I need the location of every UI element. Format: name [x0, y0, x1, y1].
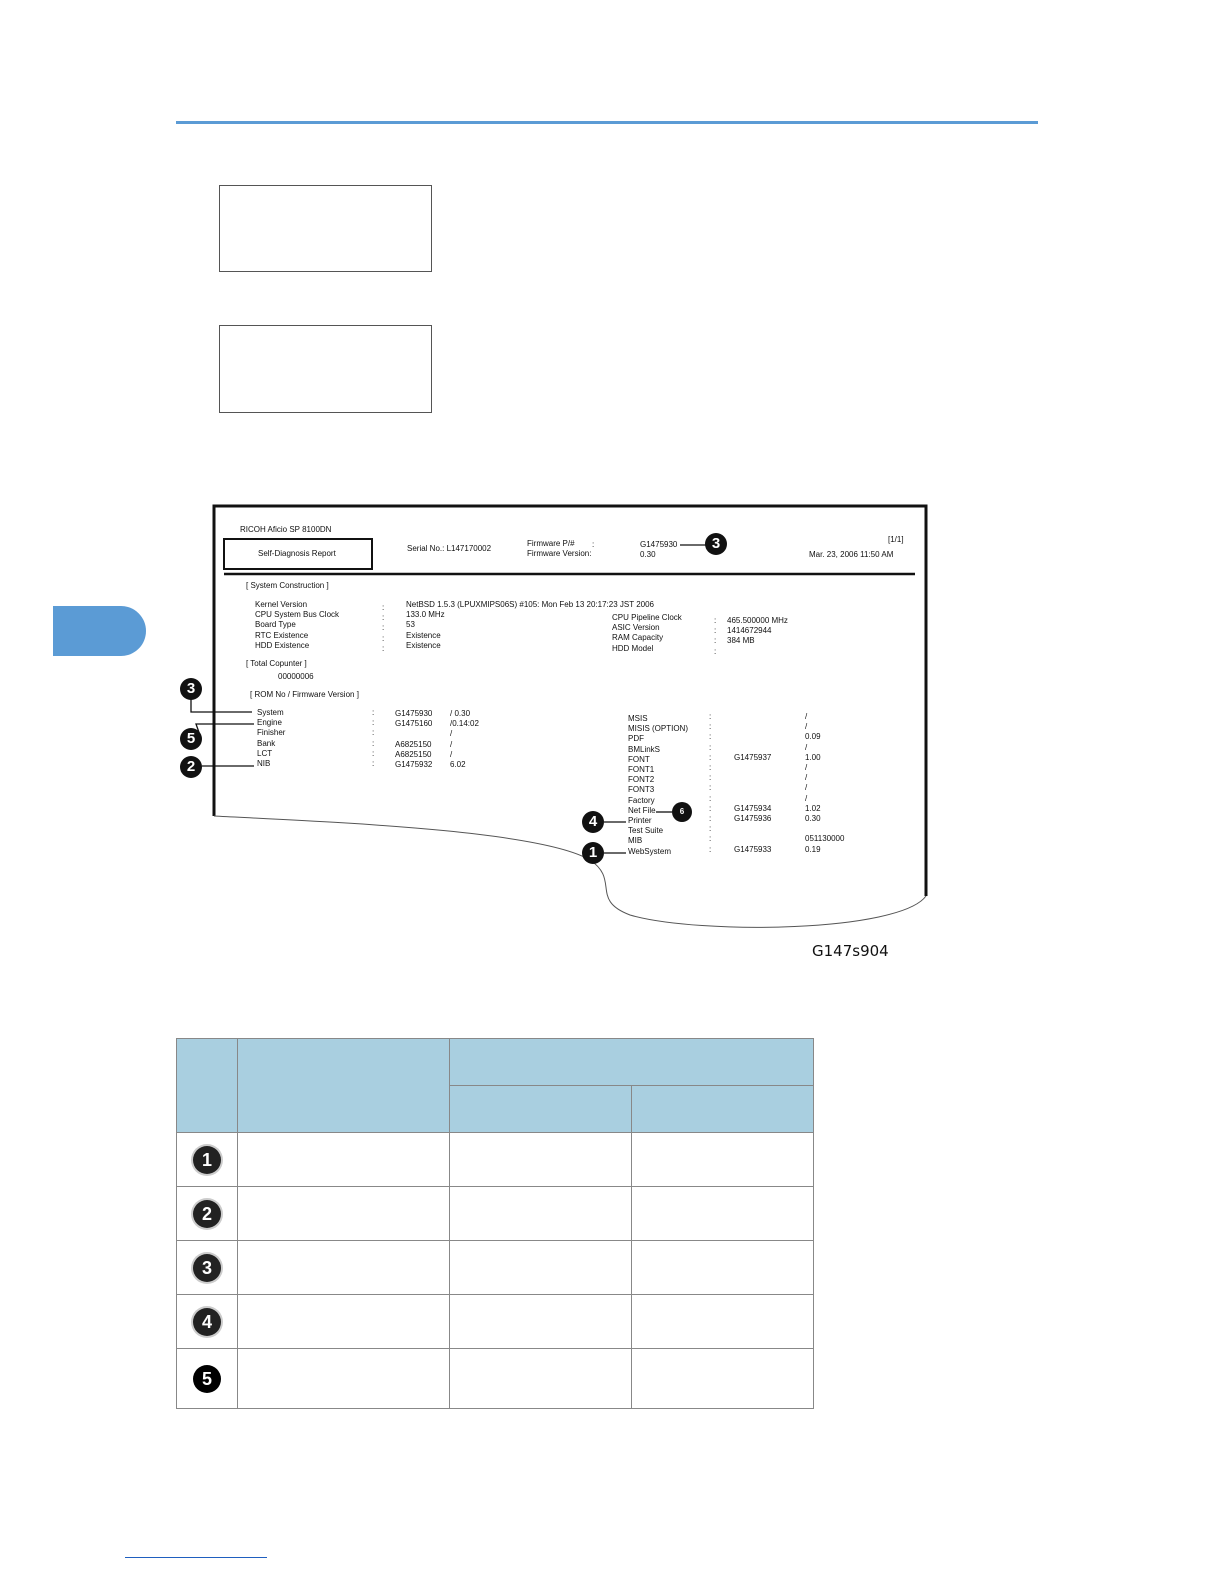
row-number-badge: 1 [193, 1146, 221, 1174]
callout-3-system: 3 [180, 678, 202, 700]
table-cell [450, 1295, 632, 1349]
system-values: NetBSD 1.5.3 (LPUXMIPS06S) #105: Mon Feb 13 20:17:23 JST 2006 133.0 MHz 53 Existence Existence [406, 600, 654, 650]
table-cell [238, 1295, 450, 1349]
report-date: Mar. 23, 2006 11:50 AM [809, 550, 894, 559]
total-counter-value: 00000006 [278, 672, 314, 681]
row-number-badge: 2 [193, 1200, 221, 1228]
system-values-2: 465.500000 MHz 1414672944 384 MB [727, 616, 788, 646]
firmware-pn-label: Firmware P/# [527, 539, 575, 548]
row-number-badge: 5 [193, 1365, 221, 1393]
table-row [177, 1133, 814, 1187]
firmware-pn-sep: : [592, 540, 595, 549]
rom-part-numbers: G1475930 G1475160 A6825150 A6825150 G1475932 [395, 709, 433, 770]
table-header-item [238, 1039, 450, 1133]
table-cell [450, 1187, 632, 1241]
firmware-version-label: Firmware Version: [527, 549, 592, 558]
table-cell [238, 1349, 450, 1409]
table-cell [238, 1133, 450, 1187]
table-subheader-1 [450, 1086, 632, 1133]
table-header-number [177, 1039, 238, 1133]
table-cell [450, 1349, 632, 1409]
total-counter-heading: [ Total Copunter ] [246, 659, 307, 668]
table-cell [450, 1241, 632, 1295]
rom-labels: System Engine Finisher Bank LCT NIB [257, 708, 286, 769]
table-cell [632, 1241, 814, 1295]
report-model: RICOH Aficio SP 8100DN [240, 525, 332, 534]
table-row [177, 1241, 814, 1295]
table-cell [238, 1241, 450, 1295]
callout-4-printer: 4 [582, 811, 604, 833]
firmware-version-value: 0.30 [640, 550, 656, 559]
serial-number: Serial No.: L147170002 [407, 544, 492, 553]
system-labels-2: CPU Pipeline Clock ASIC Version RAM Capacity HDD Model [612, 613, 682, 653]
rom-versions: / 0.30 /0.14:02 / / / 6.02 [450, 709, 479, 770]
firmware-pn-value: G1475930 [640, 540, 678, 549]
callout-5-engine: 5 [180, 728, 202, 750]
rom-firmware-heading: [ ROM No / Firmware Version ] [250, 690, 359, 699]
rom-separators-2: : : : : : : : : : : : : : : [709, 712, 712, 854]
row-number-badge: 4 [193, 1308, 221, 1336]
callout-2-nib: 2 [180, 756, 202, 778]
table-cell [632, 1295, 814, 1349]
report-title: Self-Diagnosis Report [258, 549, 336, 558]
system-separators: : : : : : [382, 603, 385, 653]
callout-3-firmware: 3 [705, 533, 727, 555]
system-construction-heading: [ System Construction ] [246, 581, 329, 590]
table-cell [632, 1133, 814, 1187]
callout-legend-table [176, 1038, 814, 1409]
table-subheader-2 [632, 1086, 814, 1133]
table-row [177, 1295, 814, 1349]
table-row [177, 1187, 814, 1241]
footer-link-underline[interactable] [125, 1557, 267, 1558]
callout-1-websystem: 1 [582, 842, 604, 864]
rom-separators: : : : : : : [372, 708, 375, 769]
page-indicator: [1/1] [888, 535, 904, 544]
table-cell [632, 1349, 814, 1409]
rom-versions-2: / / 0.09 / 1.00 / / / / 1.02 0.30 051130000 0.19 [805, 712, 845, 854]
rom-part-numbers-2: G1475937 G1475934 G1475936 G1475933 [734, 752, 772, 854]
table-row [177, 1349, 814, 1409]
row-number-badge: 3 [193, 1254, 221, 1282]
system-labels: Kernel Version CPU System Bus Clock Board Type RTC Existence HDD Existence [255, 600, 340, 650]
rom-labels-2: MSIS MISIS (OPTION) PDF BMLinkS FONT FONT1 FONT2 FONT3 Factory Net File Printer Test Suite MIB WebSystem [628, 714, 688, 856]
table-cell [238, 1187, 450, 1241]
figure-id: G147s904 [812, 942, 889, 960]
table-cell [632, 1187, 814, 1241]
system-separators-2: : : : : [714, 616, 717, 656]
callout-6-netfile: 6 [672, 802, 692, 822]
table-cell [450, 1133, 632, 1187]
table-header-group [450, 1039, 814, 1086]
